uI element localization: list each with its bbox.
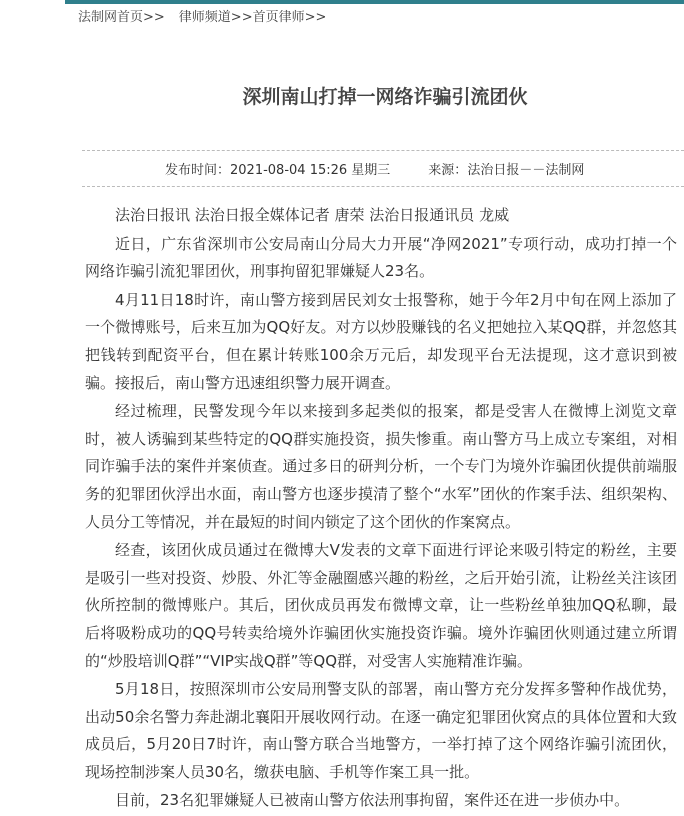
publish-label: 发布时间： bbox=[165, 163, 231, 178]
divider-top bbox=[82, 150, 684, 151]
source-label: 来源： bbox=[428, 163, 468, 178]
divider-bottom bbox=[82, 186, 684, 187]
paragraph: 经过梳理，民警发现今年以来接到多起类似的报案，都是受害人在微博上浏览文章时，被人诱骗到某些特定的QQ群实施投资，损失惨重。南山警方马上成立专案组，对相同诈骗手法的案件并案侦查。通过多日的研判分析，一个专门为境外诈骗团伙提供前端服务的犯罪团伙浮出水面，南山警方也逐步摸清了整个“水军”团伙的作案手法、组织架构、人员分工等情况，并在最短的时间内锁定了这个团伙的作案窝点。 bbox=[85, 402, 677, 531]
breadcrumb-channel-link[interactable]: 律师频道>> bbox=[178, 10, 253, 25]
paragraph: 近日，广东省深圳市公安局南山分局大力开展“净网2021”专项行动，成功打掉一个网络诈骗引流犯罪团伙，刑事拘留犯罪嫌疑人23名。 bbox=[85, 234, 677, 281]
article-meta bbox=[165, 159, 584, 178]
article-title: 深圳南山打掉一网络诈骗引流团伙 bbox=[242, 86, 528, 108]
breadcrumb bbox=[78, 6, 326, 25]
breadcrumb-home-link[interactable]: 法制网首页>> bbox=[78, 10, 165, 25]
top-bar bbox=[65, 0, 684, 4]
paragraph: 4月11日18时许，南山警方接到居民刘女士报警称，她于今年2月中旬在网上添加了一个微博账号，后来互加为QQ好友。对方以炒股赚钱的名义把她拉入某QQ群，并忽悠其把钱转到配资平台，但在累计转账100余万元后，却发现平台无法提现，这才意识到被骗。接报后，南山警方迅速组织警力展开调查。 bbox=[85, 290, 677, 392]
article-body bbox=[85, 202, 677, 816]
breadcrumb-section-link[interactable]: 首页律师>> bbox=[252, 10, 327, 25]
publish-time: 2021-08-04 15:26 星期三 bbox=[230, 163, 391, 178]
source: 法治日报－－法制网 bbox=[467, 163, 585, 178]
paragraph: 目前，23名犯罪嫌疑人已被南山警方依法刑事拘留，案件还在进一步侦办中。 bbox=[115, 791, 630, 810]
paragraph: 经查，该团伙成员通过在微博大V发表的文章下面进行评论来吸引特定的粉丝，主要是吸引一些对投资、炒股、外汇等金融圈感兴趣的粉丝，之后开始引流，让粉丝关注该团伙所控制的微博账户。其后，团伙成员再发布微博文章，让一些粉丝单独加QQ私聊，最后将吸粉成功的QQ号转卖给境外诈骗团伙实施投资诈骗。境外诈骗团伙则通过建立所谓的“炒股培训Q群”“VIP实战Q群”等QQ群，对受害人实施精准诈骗。 bbox=[85, 541, 677, 670]
paragraph: 5月18日，按照深圳市公安局刑警支队的部署，南山警方充分发挥多警种作战优势，出动50余名警力奔赴湖北襄阳开展收网行动。在逐一确定犯罪团伙窝点的具体位置和大致成员后，5月20日7时许，南山警方联合当地警方，一举打掉了这个网络诈骗引流团伙，现场控制涉案人员30名，缴获电脑、手机等作案工具一批。 bbox=[85, 680, 677, 781]
byline: 法治日报讯 法治日报全媒体记者 唐荣 法治日报通讯员 龙威 bbox=[115, 206, 510, 224]
